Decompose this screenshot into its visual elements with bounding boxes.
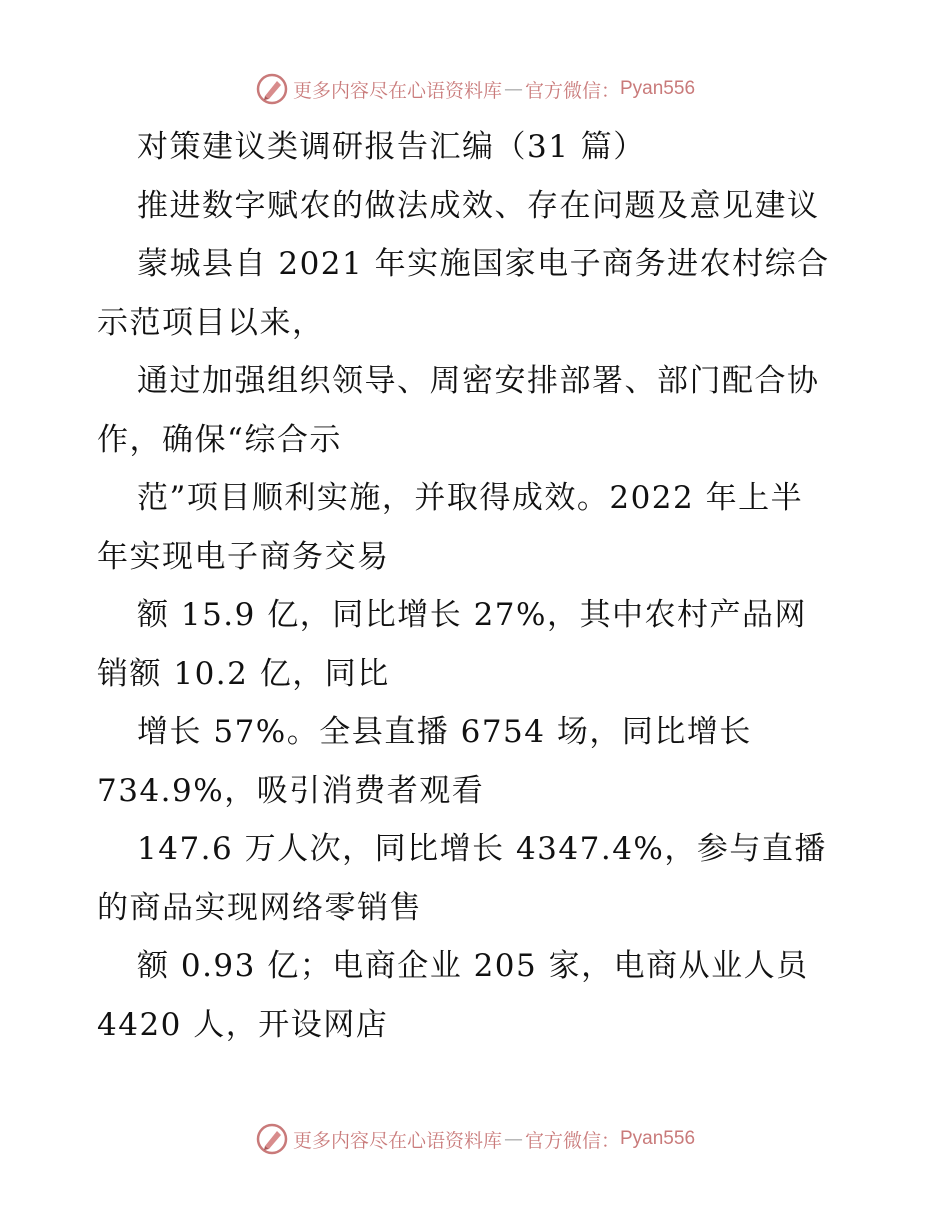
- watermark-prefix: 更多内容尽在心语资料库: [292, 1129, 502, 1152]
- doc-line-12: 734.9%，吸引消费者观看: [97, 772, 485, 809]
- doc-line-6: 作，确保“综合示: [97, 421, 342, 458]
- doc-line-10: 销额 10.2 亿，同比: [97, 655, 390, 692]
- doc-line-16: 4420 人，开设网店: [97, 1006, 389, 1043]
- header-watermark: [0, 71, 950, 107]
- watermark-prefix: 更多内容尽在心语资料库: [292, 79, 502, 102]
- doc-line-11: 增长 57%。全县直播 6754 场，同比增长: [137, 714, 752, 750]
- pen-logo-icon: [255, 72, 289, 106]
- watermark-brand: Pyan556: [620, 1128, 696, 1149]
- doc-line-7: 范”项目顺利实施，并取得成效。2022 年上半: [137, 480, 804, 516]
- doc-line-13: 147.6 万人次，同比增长 4347.4%，参与直播: [137, 831, 827, 867]
- doc-line-9: 额 15.9 亿，同比增长 27%，其中农村产品网: [137, 597, 807, 633]
- doc-line-2: 推进数字赋农的做法成效、存在问题及意见建议: [137, 187, 820, 224]
- document-body: [97, 118, 857, 1054]
- watermark-brand: Pyan556: [620, 78, 696, 99]
- doc-line-1: 对策建议类调研报告汇编（31 篇）: [137, 129, 646, 165]
- watermark-separator: —: [503, 1128, 523, 1150]
- watermark-label: 官方微信：: [524, 79, 620, 102]
- pen-logo-icon: [255, 1122, 289, 1156]
- doc-line-8: 年实现电子商务交易: [97, 538, 390, 575]
- doc-line-14: 的商品实现网络零销售: [97, 889, 422, 926]
- footer-watermark: [0, 1121, 950, 1157]
- doc-line-5: 通过加强组织领导、周密安排部署、部门配合协: [137, 363, 820, 399]
- watermark-separator: —: [503, 78, 523, 100]
- doc-line-15: 额 0.93 亿；电商企业 205 家，电商从业人员: [137, 948, 809, 984]
- doc-line-3: 蒙城县自 2021 年实施国家电子商务进农村综合: [137, 246, 830, 282]
- watermark-label: 官方微信：: [524, 1129, 620, 1152]
- doc-line-4: 示范项目以来，: [97, 304, 325, 341]
